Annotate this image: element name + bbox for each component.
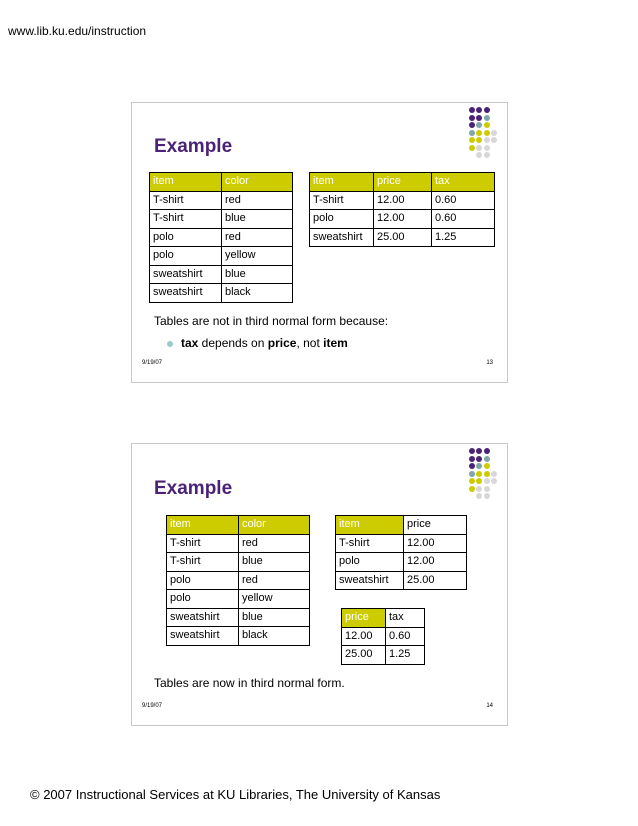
slide-title: Example (154, 478, 233, 499)
table-cell: T-shirt (150, 191, 222, 210)
slide-14 (131, 443, 508, 726)
table-cell: black (239, 627, 310, 646)
price-tax-table (341, 608, 425, 665)
table-cell: yellow (222, 247, 293, 266)
table-cell: 12.00 (342, 627, 386, 646)
table-cell: 12.00 (374, 191, 432, 210)
table-cell: red (239, 534, 310, 553)
header-cell: item (310, 173, 374, 192)
dot-icon (476, 448, 482, 454)
table-cell: 0.60 (432, 210, 495, 229)
table-cell: polo (167, 571, 239, 590)
header-cell: item (336, 516, 404, 535)
table-cell: 25.00 (342, 646, 386, 665)
table-cell: sweatshirt (150, 284, 222, 303)
table-cell: T-shirt (310, 191, 374, 210)
table-cell: polo (310, 210, 374, 229)
table-cell: 0.60 (432, 191, 495, 210)
table-cell: red (239, 571, 310, 590)
table-row (167, 553, 310, 572)
table-cell: polo (150, 228, 222, 247)
dot-icon (476, 107, 482, 113)
dot-icon (484, 448, 490, 454)
item-color-table (149, 172, 293, 303)
header-cell: color (222, 173, 293, 192)
dot-icon (484, 152, 490, 158)
item-price-table (335, 515, 467, 590)
table-row (336, 553, 467, 572)
item-color-table (166, 515, 310, 646)
table-cell: T-shirt (167, 553, 239, 572)
slide-date: 9/19/07 (142, 360, 163, 366)
table-row (150, 228, 293, 247)
dot-icon (491, 478, 497, 484)
table-row (150, 191, 293, 210)
table-cell: 0.60 (386, 627, 425, 646)
header-cell: item (150, 173, 222, 192)
dot-icon (469, 478, 475, 484)
dot-icon (469, 122, 475, 128)
table-cell: 25.00 (374, 228, 432, 247)
table-cell: black (222, 284, 293, 303)
header-cell: price (404, 516, 467, 535)
dot-icon (469, 130, 475, 136)
table-row (310, 228, 495, 247)
dot-icon (484, 145, 490, 151)
table-cell: 12.00 (374, 210, 432, 229)
table-cell: red (222, 228, 293, 247)
dot-icon (469, 463, 475, 469)
dot-icon (469, 115, 475, 121)
slide-caption: Tables are now in third normal form. (154, 676, 345, 690)
item-price-tax-table (309, 172, 495, 247)
dot-icon (491, 471, 497, 477)
table-cell: sweatshirt (310, 228, 374, 247)
table-cell: 25.00 (404, 571, 467, 590)
table-row (336, 571, 467, 590)
table-row (336, 534, 467, 553)
slide-date: 9/19/07 (142, 703, 163, 709)
table-cell: polo (150, 247, 222, 266)
dot-icon (484, 107, 490, 113)
table-cell: sweatshirt (167, 608, 239, 627)
dot-icon (491, 137, 497, 143)
table-cell: blue (239, 553, 310, 572)
table-row (150, 210, 293, 229)
header-cell: price (342, 609, 386, 628)
bold-term: item (323, 336, 348, 350)
slide-title: Example (154, 136, 233, 157)
table-cell: sweatshirt (167, 627, 239, 646)
dot-icon (476, 493, 482, 499)
dot-icon (469, 486, 475, 492)
table-cell: sweatshirt (336, 571, 404, 590)
header-cell: color (239, 516, 310, 535)
table-cell: red (222, 191, 293, 210)
table-row (167, 571, 310, 590)
bullet-text: , not (296, 336, 324, 350)
dot-icon (469, 107, 475, 113)
table-row (167, 608, 310, 627)
table-row (167, 590, 310, 609)
dot-icon (476, 456, 482, 462)
bullet-point (167, 336, 348, 350)
dot-icon (484, 122, 490, 128)
dot-icon (484, 463, 490, 469)
table-cell: T-shirt (167, 534, 239, 553)
header-url: www.lib.ku.edu/instruction (8, 24, 147, 38)
dot-icon (476, 478, 482, 484)
dot-icon (476, 145, 482, 151)
dot-icon (484, 478, 490, 484)
dot-icon (484, 115, 490, 121)
table-row (167, 627, 310, 646)
dot-icon (476, 115, 482, 121)
dot-icon (476, 471, 482, 477)
dot-icon (484, 471, 490, 477)
header-cell: tax (386, 609, 425, 628)
header-cell: tax (432, 173, 495, 192)
table-row (342, 646, 425, 665)
table-cell: polo (336, 553, 404, 572)
bold-term: price (267, 336, 297, 350)
table-cell: 1.25 (432, 228, 495, 247)
slide-13 (131, 102, 508, 383)
table-cell: 12.00 (404, 553, 467, 572)
table-cell: blue (222, 210, 293, 229)
dot-icon (476, 486, 482, 492)
table-row (150, 265, 293, 284)
bold-term: tax (181, 336, 199, 350)
slide-caption: Tables are not in third normal form because: (154, 314, 389, 328)
table-row (150, 247, 293, 266)
table-cell: 1.25 (386, 646, 425, 665)
header-cell: item (167, 516, 239, 535)
dot-icon (484, 130, 490, 136)
table-cell: blue (222, 265, 293, 284)
dot-icon (491, 130, 497, 136)
dot-icon (484, 486, 490, 492)
table-row (310, 210, 495, 229)
dot-icon (476, 122, 482, 128)
dot-icon (484, 493, 490, 499)
footer-copyright: © 2007 Instructional Services at KU Libraries, The University of Kansas (30, 787, 441, 802)
bullet-text: depends on (198, 336, 268, 350)
dot-icon (484, 456, 490, 462)
table-cell: T-shirt (150, 210, 222, 229)
dot-icon (476, 152, 482, 158)
dot-icon (469, 471, 475, 477)
dot-icon (484, 137, 490, 143)
dot-icon (476, 130, 482, 136)
slide-number: 13 (486, 360, 493, 366)
header-cell: price (374, 173, 432, 192)
table-cell: blue (239, 608, 310, 627)
bullet-dot-icon (167, 341, 173, 347)
table-row (310, 191, 495, 210)
dot-icon (469, 456, 475, 462)
dot-icon (469, 145, 475, 151)
table-cell: 12.00 (404, 534, 467, 553)
table-row (167, 534, 310, 553)
table-row (150, 284, 293, 303)
table-cell: sweatshirt (150, 265, 222, 284)
dot-icon (476, 463, 482, 469)
dot-icon (469, 448, 475, 454)
dot-icon (476, 137, 482, 143)
table-cell: polo (167, 590, 239, 609)
table-row (342, 627, 425, 646)
table-cell: T-shirt (336, 534, 404, 553)
table-cell: yellow (239, 590, 310, 609)
dot-icon (469, 137, 475, 143)
slide-number: 14 (486, 703, 493, 709)
